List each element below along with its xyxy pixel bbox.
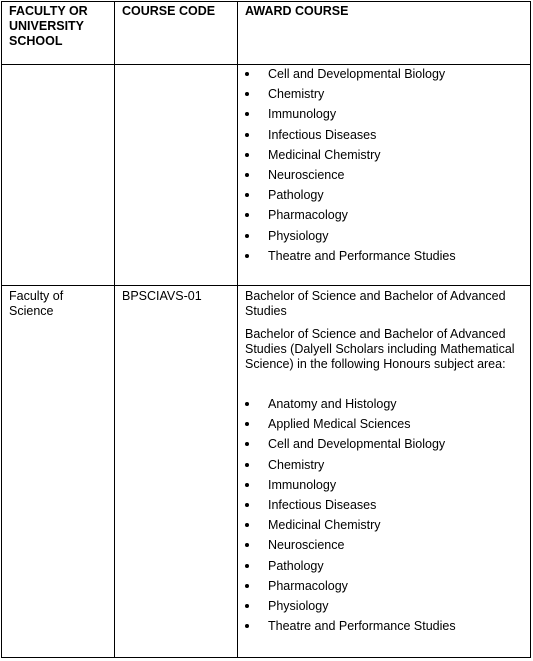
subject-label: Immunology [268,477,337,492]
bullet-icon [245,442,249,446]
course-code: BPSCIAVS-01 [122,289,202,303]
subject-label: Medicinal Chemistry [268,518,381,533]
subject-list-item [243,148,456,168]
subject-label: Infectious Diseases [268,127,377,142]
subject-list-item [243,107,456,127]
bullet-icon [245,254,249,258]
bullet-icon [245,604,249,608]
bullet-icon [245,584,249,588]
header-faculty: FACULTY OR UNIVERSITY SCHOOL [9,4,88,48]
subject-label: Pathology [268,188,324,203]
subject-list-item [243,518,456,538]
row2-subject-list [243,397,456,639]
row-divider [2,285,530,286]
award-title: Bachelor of Science and Bachelor of Advanced Studies [245,289,506,318]
bullet-icon [245,72,249,76]
subject-list-item [243,188,456,208]
subject-label: Cell and Developmental Biology [268,67,446,81]
subject-label: Chemistry [268,457,325,472]
subject-label: Pharmacology [268,208,348,223]
bullet-icon [245,173,249,177]
subject-label: Pathology [268,558,324,573]
subject-list-item [243,579,456,599]
subject-label: Physiology [268,228,329,243]
subject-label: Neuroscience [268,538,345,553]
bullet-icon [245,543,249,547]
column-divider [114,2,115,657]
subject-list-item [243,67,456,87]
subject-label: Immunology [268,107,337,122]
bullet-icon [245,402,249,406]
subject-label: Chemistry [268,87,325,102]
subject-list-item [243,437,456,457]
bullet-icon [245,112,249,116]
bullet-icon [245,503,249,507]
subject-list-item [243,229,456,249]
subject-list-item [243,478,456,498]
bullet-icon [245,213,249,217]
bullet-icon [245,523,249,527]
header-course-code: COURSE CODE [122,4,216,18]
subject-label: Applied Medical Sciences [268,417,411,432]
subject-label: Pharmacology [268,578,348,593]
bullet-icon [245,624,249,628]
subject-list-item [243,249,456,269]
subject-list-item [243,599,456,619]
subject-list-item [243,128,456,148]
subject-label: Neuroscience [268,167,345,182]
subject-list-item [243,559,456,579]
subject-label: Theatre and Performance Studies [268,619,456,634]
bullet-icon [245,564,249,568]
subject-list-item [243,538,456,558]
bullet-icon [245,133,249,137]
subject-list-item [243,208,456,228]
faculty-name: Faculty of Science [9,289,64,318]
bullet-icon [245,422,249,426]
subject-list-item [243,498,456,518]
bullet-icon [245,92,249,96]
award-description: Bachelor of Science and Bachelor of Advanced Studies (Dalyell Scholars including Mathematical Science) in the following Honours subject area: [245,327,515,371]
subject-label: Infectious Diseases [268,497,377,512]
header-award-course: AWARD COURSE [245,4,349,18]
subject-label: Physiology [268,598,329,613]
bullet-icon [245,153,249,157]
subject-list-item [243,417,456,437]
subject-label: Anatomy and Histology [268,397,397,411]
subject-list-item [243,458,456,478]
header-row-divider [2,64,530,65]
subject-list-item [243,619,456,639]
subject-list-item [243,397,456,417]
subject-list-item [243,168,456,188]
subject-label: Cell and Developmental Biology [268,437,446,452]
subject-label: Medicinal Chemistry [268,147,381,162]
bullet-icon [245,234,249,238]
bullet-icon [245,483,249,487]
subject-list-item [243,87,456,107]
column-divider [237,2,238,657]
subject-label: Theatre and Performance Studies [268,248,456,263]
bullet-icon [245,463,249,467]
bullet-icon [245,193,249,197]
row1-subject-list [243,67,456,269]
